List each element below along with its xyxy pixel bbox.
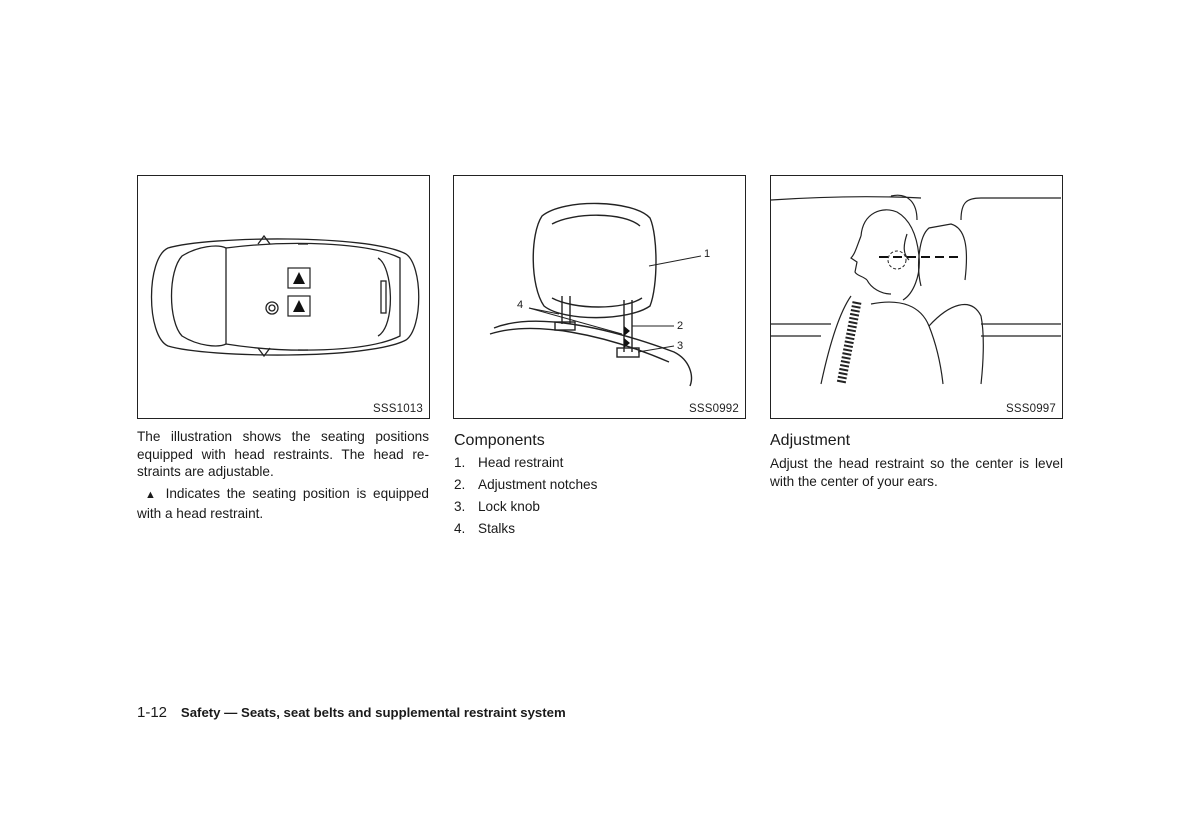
figure-head-restraint-components: [453, 175, 746, 419]
components-heading: Components: [454, 432, 545, 449]
list-item: [454, 474, 597, 496]
figure-code: SSS0992: [689, 403, 739, 415]
triangle-note-text: Indicates the seating position is equipped with a head restraint.: [137, 486, 429, 521]
callout-label-4: 4: [517, 299, 524, 311]
figure-code: SSS1013: [373, 403, 423, 415]
seated-person-illustration: [771, 176, 1061, 417]
adjustment-paragraph: Adjust the head restraint so the center is level with the center of your ears.: [770, 456, 1063, 489]
callout-lines: [529, 256, 701, 352]
figure-seated-person-adjustment: [770, 175, 1063, 419]
page-footer: [137, 704, 566, 721]
triangle-icon: ▲: [145, 489, 159, 501]
callout-label-3: 3: [677, 340, 684, 352]
triangle-note: [137, 485, 429, 522]
list-item-number: 4.: [454, 521, 466, 536]
intro-paragraph: The illustration shows the seating positions equipped with head restraints. The head re-straints are adjustable.: [137, 429, 429, 479]
ear-marker: [888, 251, 906, 269]
list-item-number: 1.: [454, 455, 466, 470]
list-item-text: Lock knob: [478, 499, 540, 514]
list-item-number: 2.: [454, 477, 466, 492]
list-item: [454, 518, 597, 540]
list-item: [454, 496, 597, 518]
head-restraint-illustration: [454, 176, 744, 417]
list-item-text: Adjustment notches: [478, 477, 598, 492]
section-title: Safety — Seats, seat belts and supplemental restraint system: [180, 705, 566, 720]
components-list: [454, 452, 597, 540]
car-top-view-illustration: [138, 176, 428, 417]
list-item-text: Head restraint: [478, 455, 564, 470]
list-item-number: 3.: [454, 499, 466, 514]
page-number: 1-12: [137, 704, 168, 721]
callout-label-2: 2: [677, 320, 684, 332]
rear-seat-markers: [288, 268, 310, 316]
list-item-text: Stalks: [478, 521, 516, 536]
list-item: [454, 452, 597, 474]
figure-code: SSS0997: [1006, 403, 1056, 415]
figure-car-top-view: [137, 175, 430, 419]
adjustment-heading: Adjustment: [770, 432, 851, 449]
callout-label-1: 1: [704, 248, 711, 260]
